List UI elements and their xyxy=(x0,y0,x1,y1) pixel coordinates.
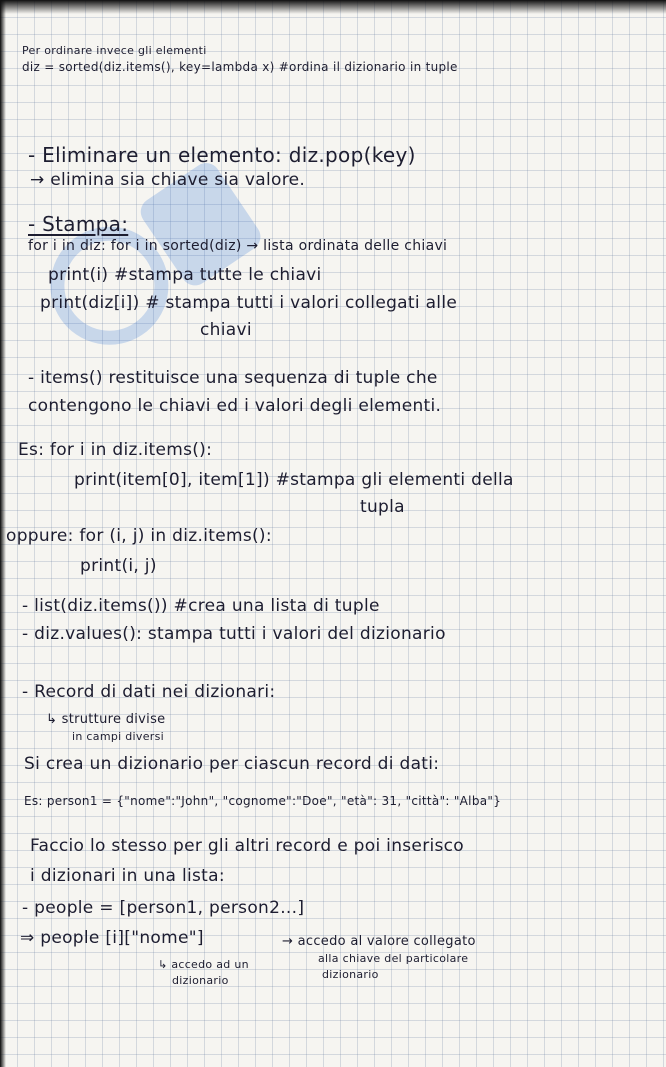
note-line-20: ↳ strutture divise xyxy=(46,712,166,727)
note-line-32: dizionario xyxy=(172,974,229,987)
note-line-18: - diz.values(): stampa tutti i valori del dizionario xyxy=(22,624,446,644)
note-line-31: ↳ accedo ad un xyxy=(158,958,249,971)
note-line-21: in campi diversi xyxy=(72,730,164,743)
note-line-17: - list(diz.items()) #crea una lista di tuple xyxy=(22,596,380,616)
note-line-15: oppure: for (i, j) in diz.items(): xyxy=(6,526,272,546)
note-line-28: → accedo al valore collegato xyxy=(282,934,476,949)
note-line-30: dizionario xyxy=(322,968,379,981)
note-line-24: Faccio lo stesso per gli altri record e poi inserisco xyxy=(30,836,465,856)
note-line-07: print(i) #stampa tutte le chiavi xyxy=(48,265,322,285)
note-line-09: chiavi xyxy=(200,320,252,340)
note-line-27: ⇒ people [i]["nome"] xyxy=(20,928,204,948)
note-line-01: Per ordinare invece gli elementi xyxy=(22,44,207,57)
note-line-23: Es: person1 = {"nome":"John", "cognome":"Doe", "età": 31, "città": "Alba"} xyxy=(24,794,502,808)
note-line-16: print(i, j) xyxy=(80,556,157,576)
note-line-19: - Record di dati nei dizionari: xyxy=(22,682,276,702)
note-line-25: i dizionari in una lista: xyxy=(30,866,225,886)
note-line-05: - Stampa: xyxy=(28,212,129,236)
page-shadow-top xyxy=(0,0,666,14)
note-line-10: - items() restituisce una sequenza di tuple che xyxy=(28,368,438,388)
note-line-22: Si crea un dizionario per ciascun record di dati: xyxy=(24,754,440,774)
note-line-06: for i in diz: for i in sorted(diz) → lista ordinata delle chiavi xyxy=(28,238,448,254)
note-line-14: tupla xyxy=(360,497,405,517)
note-line-29: alla chiave del particolare xyxy=(318,952,469,965)
note-line-08: print(diz[i]) # stampa tutti i valori collegati alle xyxy=(40,293,458,313)
note-line-11: contengono le chiavi ed i valori degli elementi. xyxy=(28,396,442,416)
note-line-26: - people = [person1, person2...] xyxy=(22,898,305,918)
note-line-02: diz = sorted(diz.items(), key=lambda x) #ordina il dizionario in tuple xyxy=(22,60,458,74)
note-line-12: Es: for i in diz.items(): xyxy=(18,440,213,460)
note-line-13: print(item[0], item[1]) #stampa gli elementi della xyxy=(74,470,514,490)
note-line-04: → elimina sia chiave sia valore. xyxy=(30,170,306,190)
note-line-03: - Eliminare un elemento: diz.pop(key) xyxy=(28,143,416,167)
